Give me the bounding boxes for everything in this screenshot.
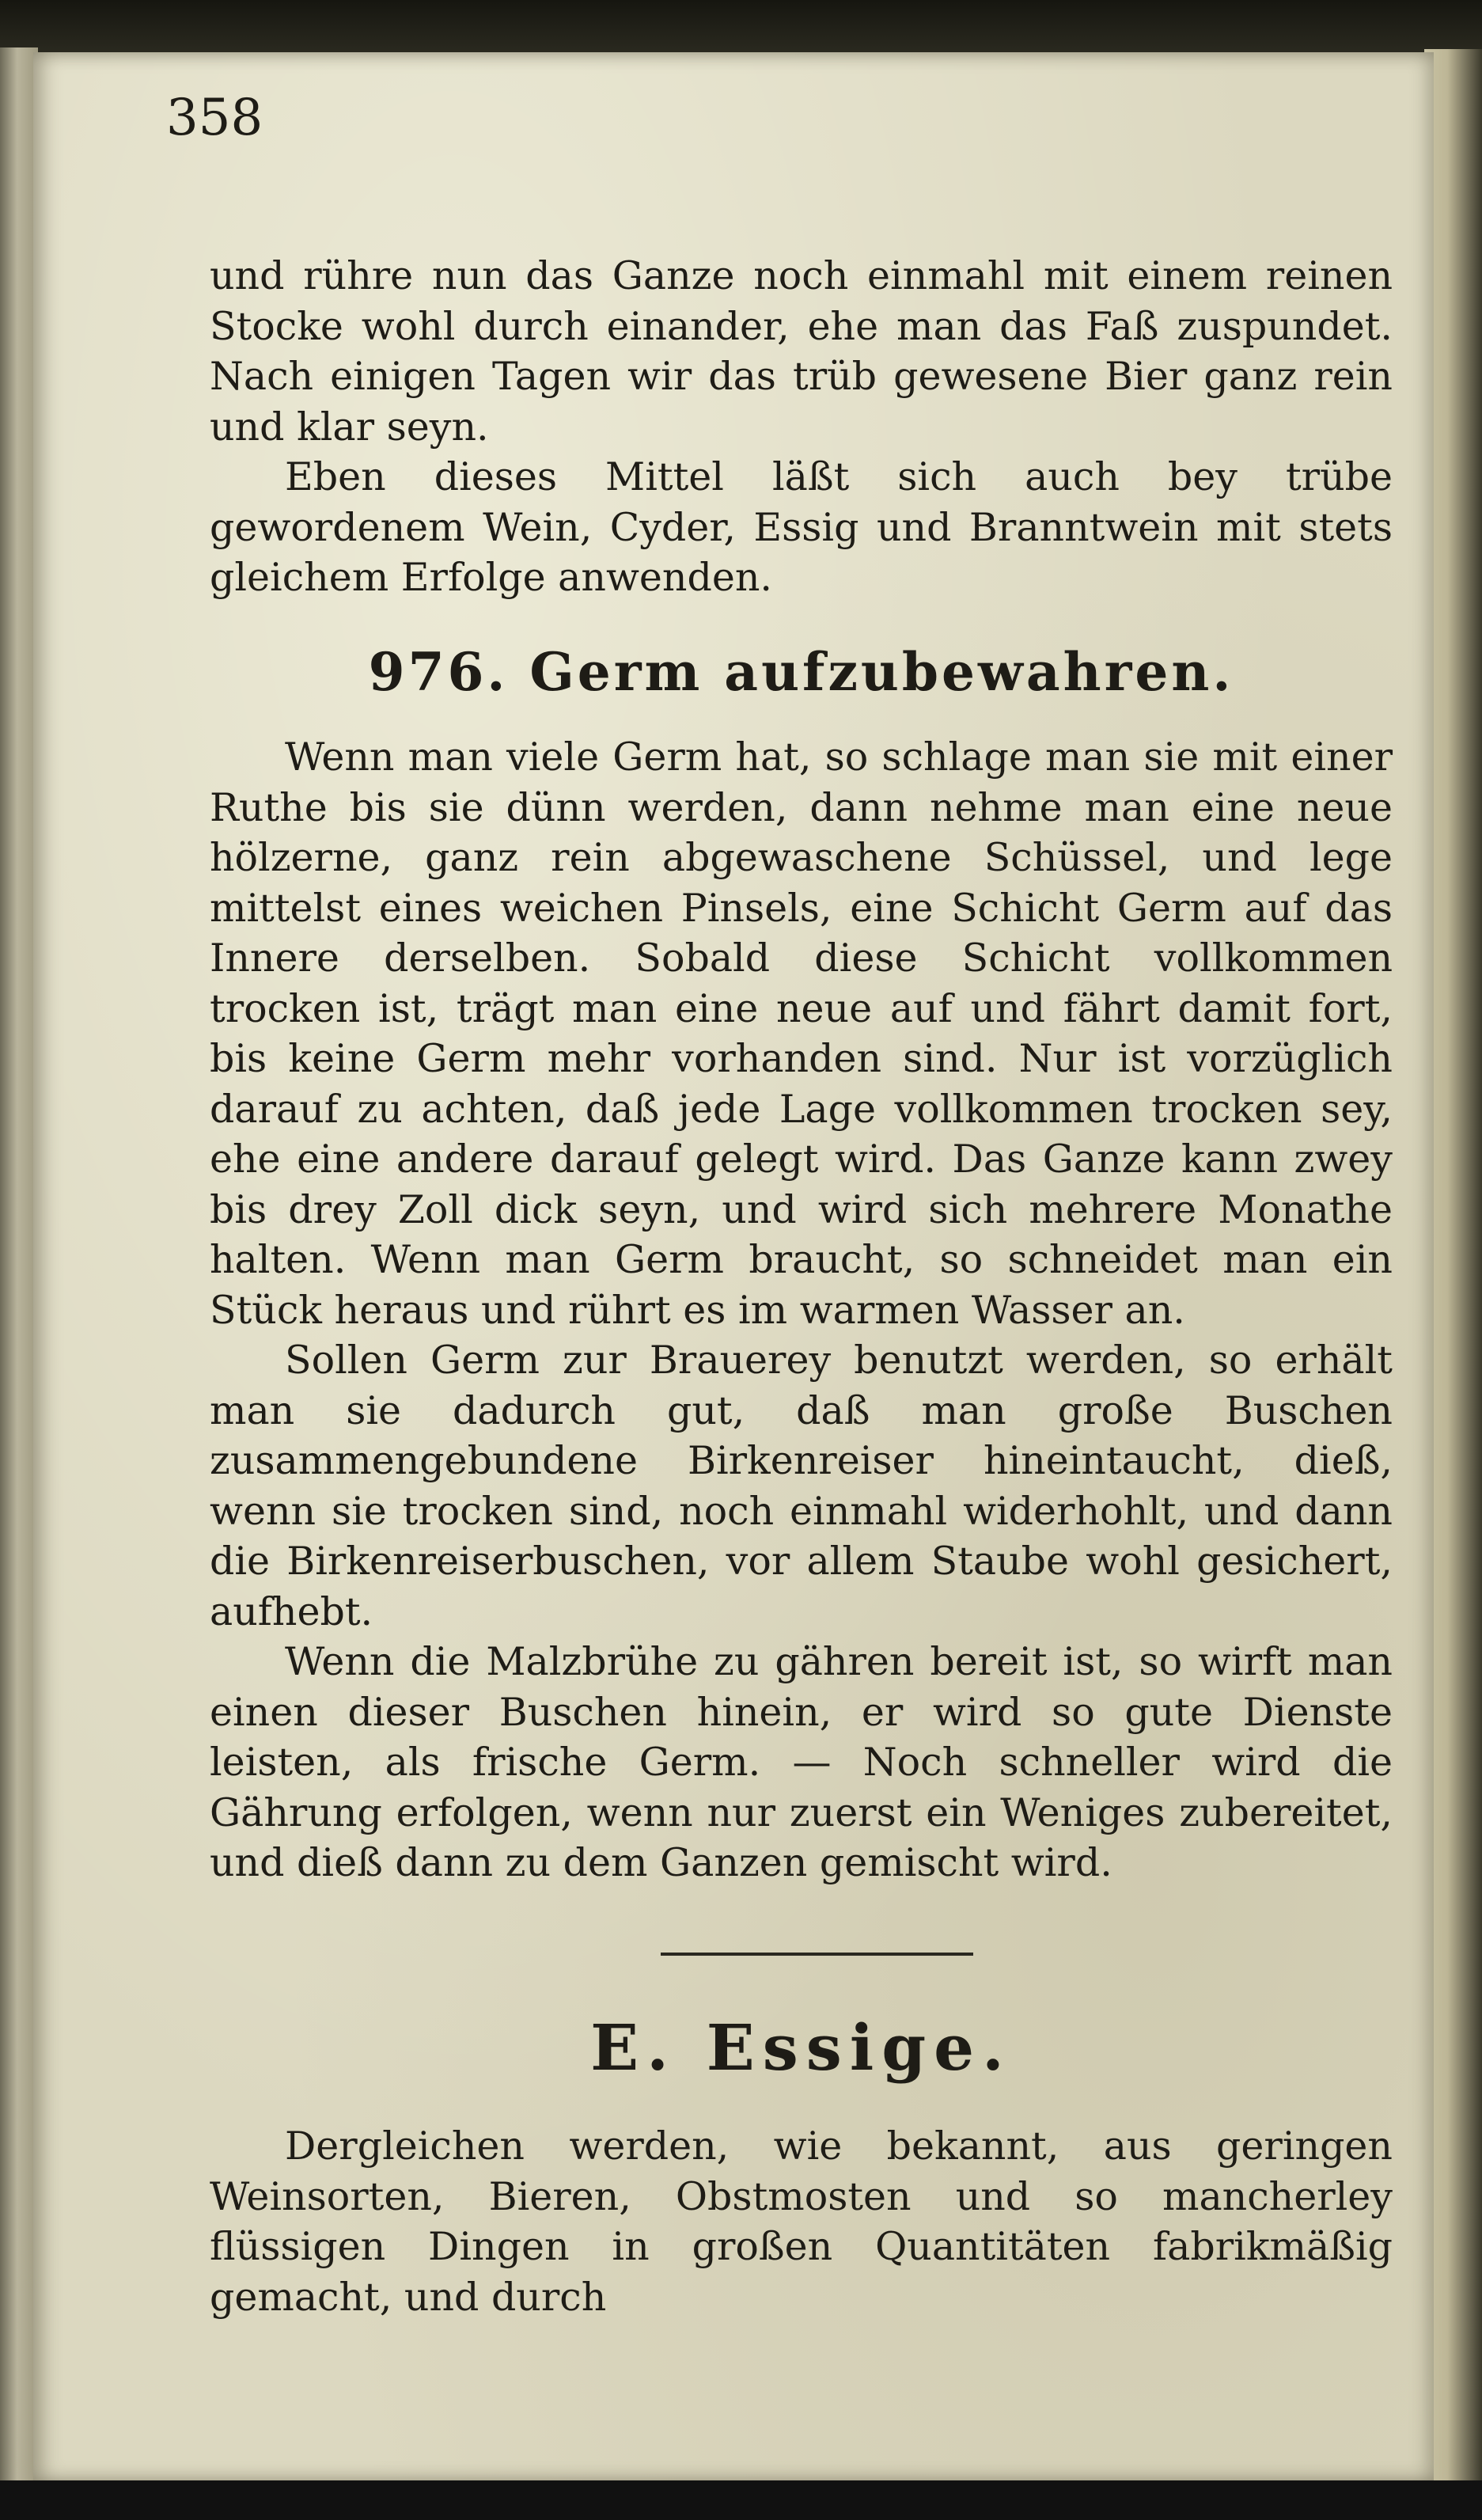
page-number: 358 xyxy=(166,89,263,147)
scan-background-top xyxy=(0,0,1482,55)
paragraph-4: Sollen Germ zur Brauerey benutzt werden, so erhält man sie dadurch gut, daß man große Buschen zusammengebundene Birkenreiser hineintaucht, dieß, wenn sie trocken sind, noch einmahl widerhohlt, und dann die Birkenreiserbuschen, vor allem Staube wohl gesichert, aufhebt. xyxy=(210,1338,1393,1634)
section-heading-976: 976. Germ aufzubewahren. xyxy=(368,641,1234,703)
paragraph-continued xyxy=(210,251,1393,603)
paragraph-3: Wenn man viele Germ hat, so schlage man sie mit einer Ruthe bis sie dünn werden, dann nehme man eine neue hölzerne, ganz rein abgewaschene Schüssel, und lege mittelst eines weichen Pinsels, eine Schicht Germ auf das Innere derselben. Sobald diese Schicht vollkommen trocken ist, trägt man eine neue auf und fährt damit fort, bis keine Germ mehr vorhanden sind. Nur ist vorzüglich darauf zu achten, daß jede Lage vollkommen trocken sey, ehe eine andere darauf gelegt wird. Das Ganze kann zwey bis drey Zoll dick seyn, und wird sich mehrere Monathe halten. Wenn man Germ braucht, so schneidet man ein Stück heraus und rührt es im warmen Wasser an. xyxy=(210,734,1393,1333)
section-E-body xyxy=(210,2121,1393,2322)
section-976-body xyxy=(210,732,1393,1888)
section-divider-rule xyxy=(661,1953,973,1956)
book-spine-edge xyxy=(0,47,38,2485)
paragraph-6: Dergleichen werden, wie bekannt, aus geringen Weinsorten, Bieren, Obstmosten und so mancherley flüssigen Dingen in großen Quantitäten fabrikmäßig gemacht, und durch xyxy=(210,2123,1393,2320)
paragraph-2: Eben dieses Mittel läßt sich auch bey trübe gewordenem Wein, Cyder, Essig und Branntwein mit stets gleichem Erfolge anwenden. xyxy=(210,454,1393,600)
paragraph-1: und rühre nun das Ganze noch einmahl mit einem reinen Stocke wohl durch einander, ehe man das Faß zuspundet. Nach einigen Tagen wir das trüb gewesene Bier ganz rein und klar seyn. xyxy=(210,253,1393,450)
paragraph-5: Wenn die Malzbrühe zu gähren bereit ist, so wirft man einen dieser Buschen hinein, er wird so gute Dienste leisten, als frische Germ. — Noch schneller wird die Gährung erfolgen, wenn nur zuerst ein Weniges zubereitet, und dieß dann zu dem Ganzen gemischt wird. xyxy=(210,1639,1393,1885)
section-heading-E: E. Essige. xyxy=(590,2010,1012,2085)
scan-background-bottom xyxy=(0,2480,1482,2520)
